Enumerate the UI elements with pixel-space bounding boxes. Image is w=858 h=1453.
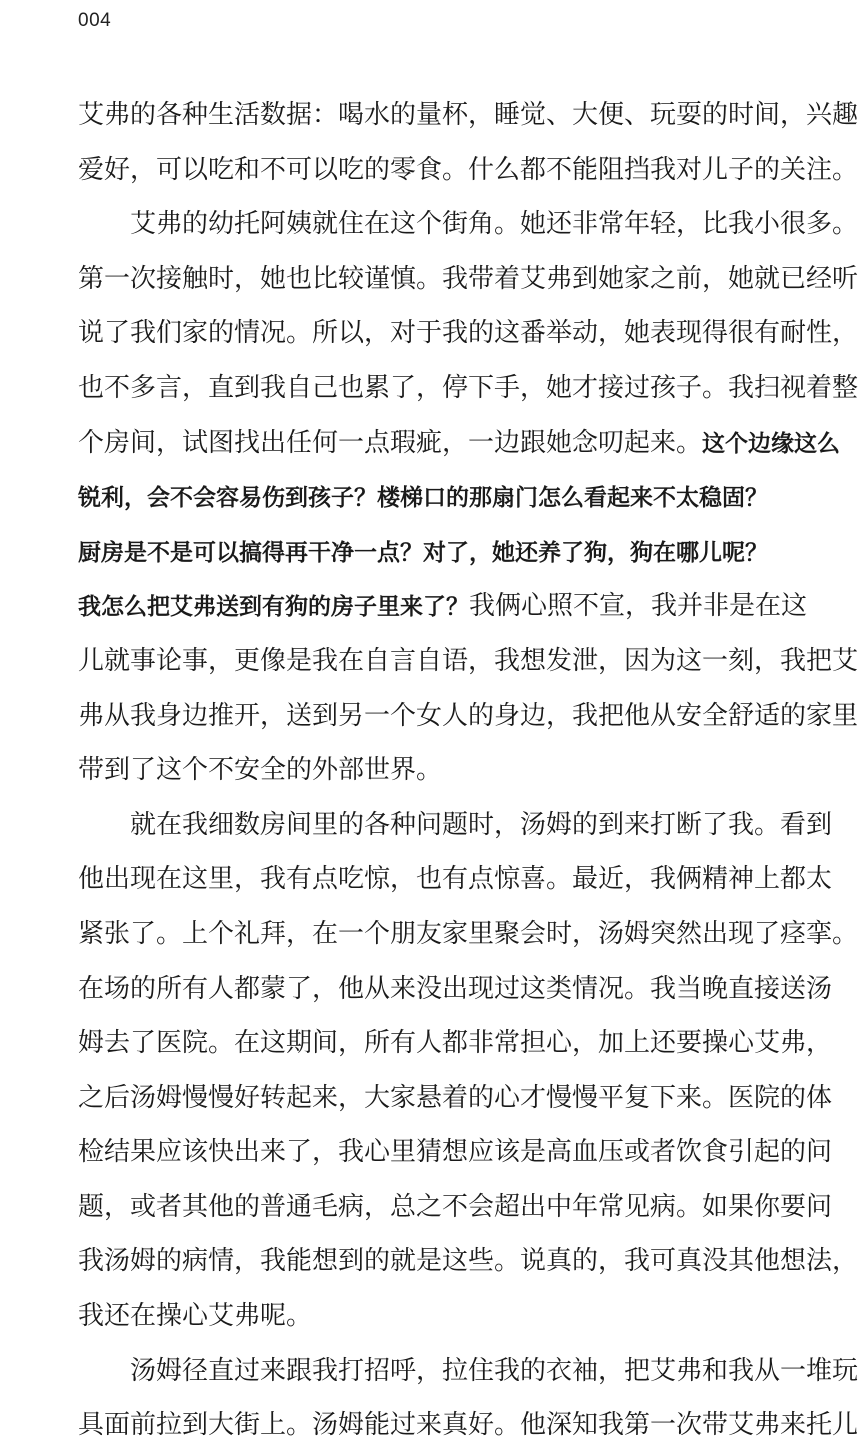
text-line: 艾弗的各种生活数据：喝水的量杯，睡觉、大便、玩耍的时间，兴趣 [78,100,858,130]
text-line: 题，或者其他的普通毛病，总之不会超出中年常见病。如果你要问 [78,1191,833,1222]
text-line: 汤姆径直过来跟我打招呼，拉住我的衣袖，把艾弗和我从一堆玩 [130,1355,858,1386]
text-line [78,470,768,525]
text-line: 也不多言，直到我自己也累了，停下手，她才接过孩子。我扫视着整 [78,372,858,403]
text-line: 爱好，可以吃和不可以吃的零食。什么都不能阻挡我对儿子的关注。 [78,154,858,185]
text-line: 姆去了医院。在这期间，所有人都非常担心，加上还要操心艾弗， [78,1028,833,1059]
text-line: 第一次接触时，她也比较谨慎。我带着艾弗到她家之前，她就已经听 [78,263,858,294]
body-text [78,88,858,1453]
text-line: 儿就事论事，更像是我在自言自语，我想发泄，因为这一刻，我把艾 [78,645,858,676]
text-line: 艾弗的幼托阿姨就住在这个街角。她还非常年轻，比我小很多。 [130,209,858,240]
text-line: 就在我细数房间里的各种问题时，汤姆的到来打断了我。看到 [130,809,833,840]
text-line: 我怎么把艾弗送到有狗的房子里来了？我俩心照不宣，我并非是在这 [78,591,808,622]
text-line: 带到了这个不安全的外部世界。 [78,755,443,786]
text-line: 具面前拉到大街上。汤姆能过来真好。他深知我第一次带艾弗来托儿 [78,1410,858,1441]
text-line: 我汤姆的病情，我能想到的就是这些。说真的，我可真没其他想法， [78,1246,858,1277]
page-number: 004 [78,10,112,31]
text-line: 说了我们家的情况。所以，对于我的这番举动，她表现得很有耐性， [78,318,858,349]
text-line: 之后汤姆慢慢好转起来，大家悬着的心才慢慢平复下来。医院的体 [78,1082,833,1113]
text-line: 紧张了。上个礼拜，在一个朋友家里聚会时，汤姆突然出现了痉挛。 [78,918,858,949]
text-line [78,525,768,580]
text-line: 他出现在这里，我有点吃惊，也有点惊喜。最近，我俩精神上都太 [78,864,833,895]
text-line: 个房间，试图找出任何一点瑕疵，一边跟她念叨起来。这个边缘这么 [78,427,841,458]
text-line: 检结果应该快出来了，我心里猜想应该是高血压或者饮食引起的问 [78,1137,833,1168]
inner-monologue-text: 厨房是不是可以搞得再干净一点？对了，她还养了狗，狗在哪儿呢？ [78,539,768,566]
inner-monologue-text: 锐利，会不会容易伤到孩子？楼梯口的那扇门怎么看起来不太稳固？ [78,485,768,512]
inner-monologue-text: 我怎么把艾弗送到有狗的房子里来了？ [78,594,469,621]
inner-monologue-text: 这个边缘这么 [702,430,841,457]
text-line: 在场的所有人都蒙了，他从来没出现过这类情况。我当晚直接送汤 [78,973,833,1004]
text-line: 弗从我身边推开，送到另一个女人的身边，我把他从安全舒适的家里 [78,700,858,731]
text-line: 我还在操心艾弗呢。 [78,1301,313,1332]
